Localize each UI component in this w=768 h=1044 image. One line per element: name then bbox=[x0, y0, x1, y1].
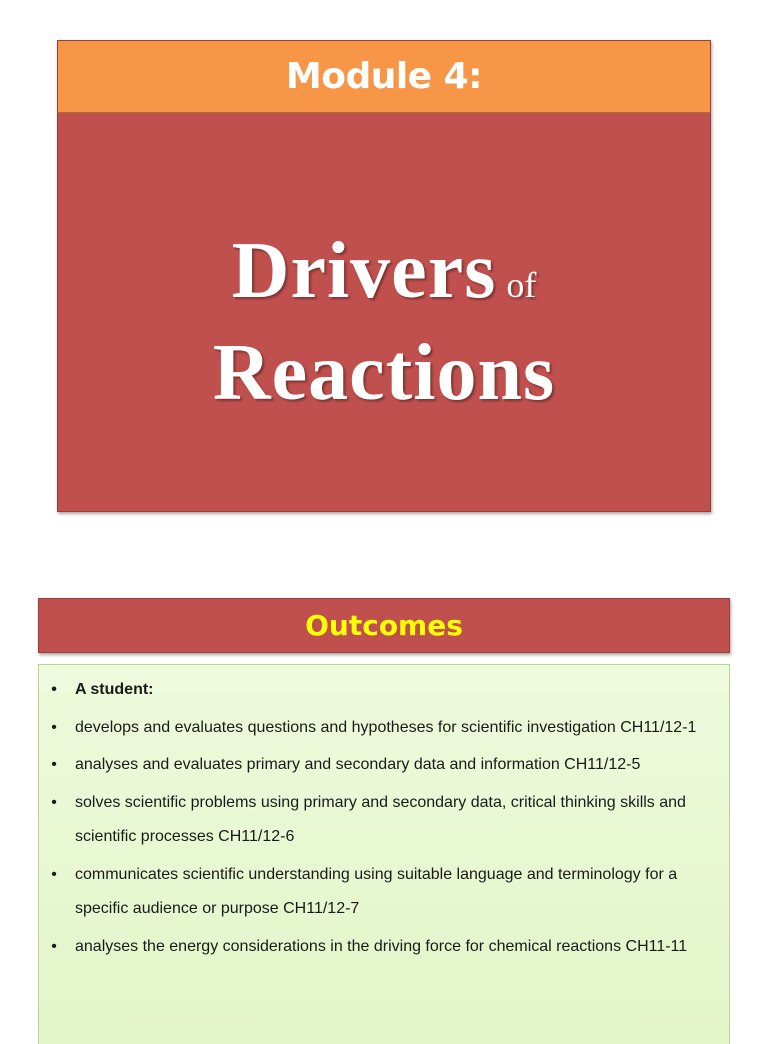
main-title bbox=[58, 227, 710, 417]
list-item-text: develops and evaluates questions and hypotheses for scientific investigation CH11/12-1 bbox=[75, 718, 697, 736]
module-label: Module 4: bbox=[58, 41, 710, 113]
title-word-of: of bbox=[506, 265, 537, 305]
bullet-icon: • bbox=[51, 937, 57, 955]
list-item bbox=[47, 858, 713, 927]
bullet-icon: • bbox=[51, 793, 57, 811]
title-word-drivers: Drivers bbox=[231, 227, 497, 315]
outcomes-panel bbox=[38, 664, 730, 1044]
bullet-icon: • bbox=[51, 681, 57, 698]
list-item-text: communicates scientific understanding using suitable language and terminology for a specific audience or purpose CH11/12-7 bbox=[75, 865, 678, 917]
list-item-text: A student: bbox=[75, 681, 154, 698]
list-item bbox=[47, 930, 713, 965]
bullet-icon: • bbox=[51, 865, 57, 883]
list-item bbox=[47, 711, 713, 746]
list-item-text: analyses and evaluates primary and secondary data and information CH11/12-5 bbox=[75, 756, 641, 773]
bullet-icon: • bbox=[51, 756, 57, 773]
list-item-text: solves scientific problems using primary and secondary data, critical thinking skills and scientific processes CH11/12-6 bbox=[75, 793, 686, 845]
list-item-text: analyses the energy considerations in the driving force for chemical reactions CH11-11 bbox=[75, 937, 688, 955]
title-word-reactions: Reactions bbox=[212, 329, 556, 417]
list-item-intro bbox=[47, 673, 713, 708]
bullet-icon: • bbox=[51, 718, 57, 736]
list-item bbox=[47, 748, 713, 783]
outcomes-list bbox=[47, 673, 713, 964]
outcomes-heading: Outcomes bbox=[38, 598, 730, 653]
list-item bbox=[47, 786, 713, 855]
title-card bbox=[57, 40, 711, 512]
